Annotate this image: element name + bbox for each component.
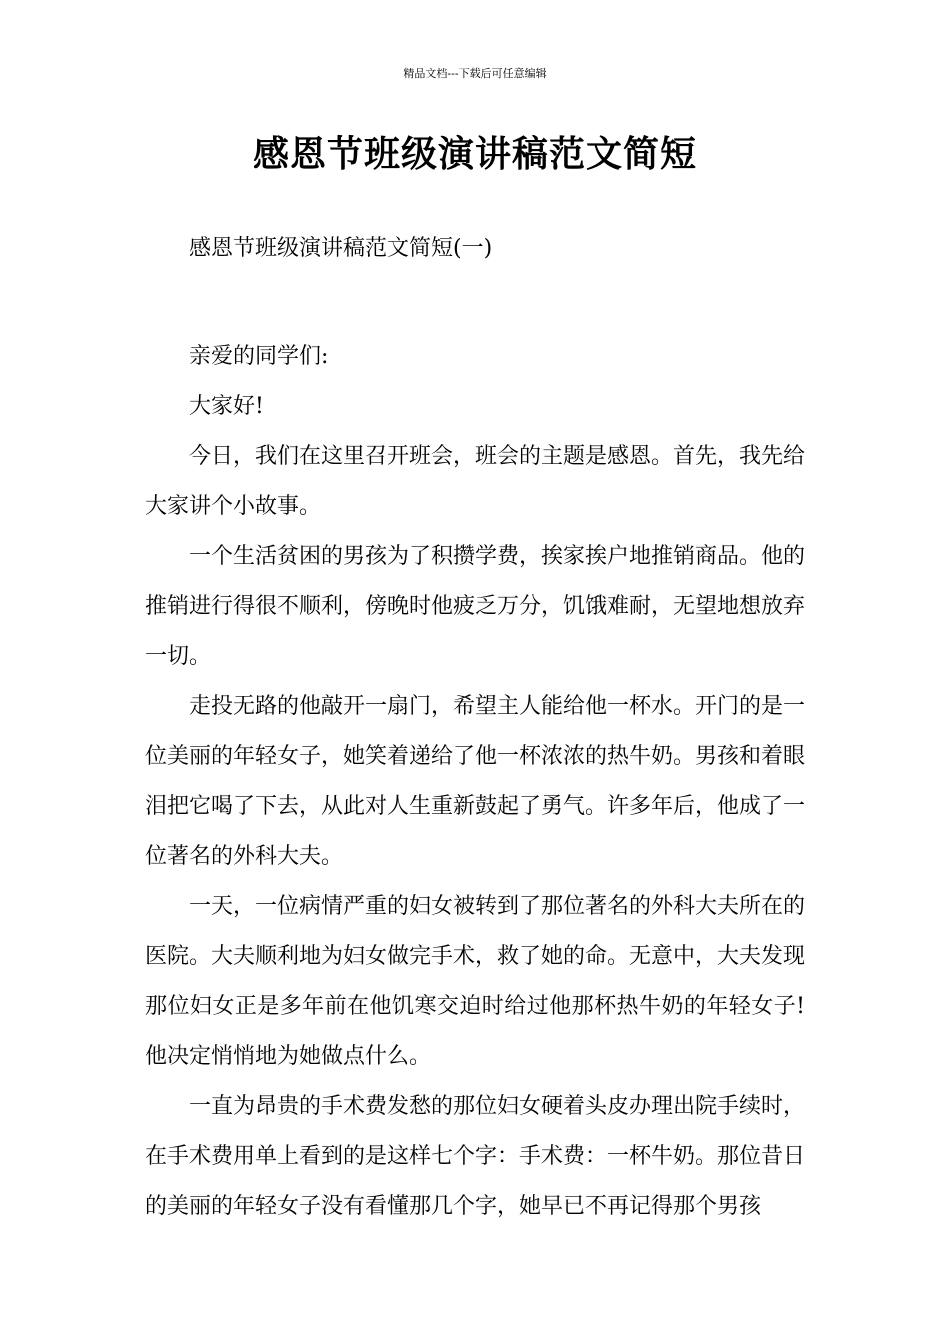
paragraph-salutation: 亲爱的同学们: [189, 344, 329, 369]
document-title: 感恩节班级演讲稿范文简短 [252, 133, 697, 175]
body-text [145, 332, 805, 1232]
header-note: 精品文档---下载后可任意编辑 [403, 67, 547, 80]
paragraph-greeting: 大家好! [189, 394, 264, 419]
paragraph: 一天，一位病情严重的妇女被转到了那位著名的外科大夫所在的医院。大夫顺利地为妇女做完手术，救了她的命。无意中，大夫发现那位妇女正是多年前在他饥寒交迫时给过他那杯热牛奶的年轻女子!他决定悄悄地为她做点什么。 [145, 894, 806, 1069]
paragraph: 一直为昂贵的手术费发愁的那位妇女硬着头皮办理出院手续时，在手术费用单上看到的是这样七个字：手术费：一杯牛奶。那位昔日的美丽的年轻女子没有看懂那几个字，她早已不再记得那个男孩 [145, 1094, 806, 1219]
paragraph: 走投无路的他敲开一扇门，希望主人能给他一杯水。开门的是一位美丽的年轻女子，她笑着递给了他一杯浓浓的热牛奶。男孩和着眼泪把它喝了下去，从此对人生重新鼓起了勇气。许多年后，他成了一位著名的外科大夫。 [145, 694, 806, 869]
section-subtitle: 感恩节班级演讲稿范文简短(一) [189, 236, 493, 261]
paragraph: 一个生活贫困的男孩为了积攒学费，挨家挨户地推销商品。他的推销进行得很不顺利，傍晚时他疲乏万分，饥饿难耐，无望地想放弃一切。 [145, 544, 806, 669]
paragraph: 今日，我们在这里召开班会，班会的主题是感恩。首先，我先给大家讲个小故事。 [145, 444, 806, 519]
